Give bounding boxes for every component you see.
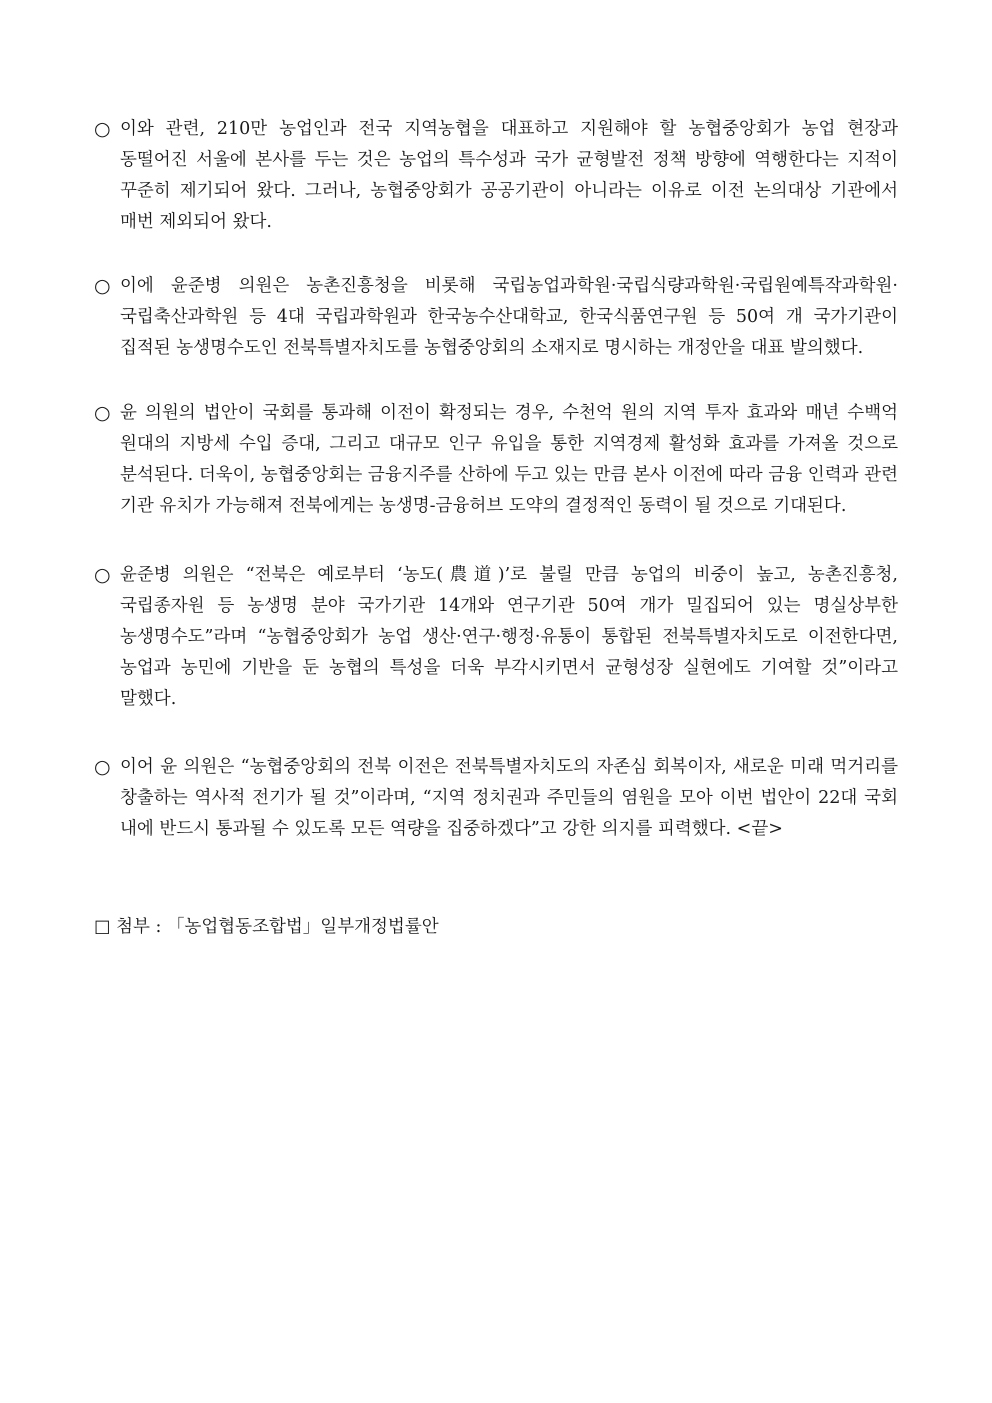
- paragraph-text: 윤준병 의원은 “전북은 예로부터 ‘농도(農道)’로 불릴 만큼 농업의 비중이 높고, 농촌진흥청, 국립종자원 등 농생명 분야 국가기관 14개와 연구기관 50여 개가 밀집되어 있는 명실상부한 농생명수도”라며 “농협중앙회가 농업 생산·연구·행정·유통이 통합된 전북특별자치도로 이전한다면, 농업과 농민에 기반을 둔 농협의 특성을 더욱 부각시키면서 균형성장 실현에도 기여할 것”이라고 말했다.: [120, 565, 898, 709]
- attachment-line: [94, 912, 894, 943]
- square-bullet-icon: □: [94, 917, 111, 937]
- circle-bullet-icon: ○: [94, 118, 111, 140]
- paragraph-1: [94, 114, 898, 238]
- paragraph-2: [94, 271, 898, 364]
- circle-bullet-icon: ○: [94, 564, 111, 586]
- paragraph-5: [94, 752, 898, 845]
- paragraph-text: 이어 윤 의원은 “농협중앙회의 전북 이전은 전북특별자치도의 자존심 회복이자, 새로운 미래 먹거리를 창출하는 역사적 전기가 될 것”이라며, “지역 정치권과 주민들의 염원을 모아 이번 법안이 22대 국회 내에 반드시 통과될 수 있도록 모든 역량을 집중하겠다”고 강한 의지를 피력했다. <끝>: [120, 757, 898, 839]
- paragraph-text: 이와 관련, 210만 농업인과 전국 지역농협을 대표하고 지원해야 할 농협중앙회가 농업 현장과 동떨어진 서울에 본사를 두는 것은 농업의 특수성과 국가 균형발전 정책 방향에 역행한다는 지적이 꾸준히 제기되어 왔다. 그러나, 농협중앙회가 공공기관이 아니라는 이유로 이전 논의대상 기관에서 매번 제외되어 왔다.: [120, 119, 898, 232]
- paragraph-text: 윤 의원의 법안이 국회를 통과해 이전이 확정되는 경우, 수천억 원의 지역 투자 효과와 매년 수백억 원대의 지방세 수입 증대, 그리고 대규모 인구 유입을 통한 지역경제 활성화 효과를 가져올 것으로 분석된다. 더욱이, 농협중앙회는 금융지주를 산하에 두고 있는 만큼 본사 이전에 따라 금융 인력과 관련 기관 유치가 가능해져 전북에게는 농생명-금융허브 도약의 결정적인 동력이 될 것으로 기대된다.: [120, 403, 898, 516]
- paragraph-4: [94, 560, 898, 715]
- attachment-label: 첨부 : 「농업협동조합법」일부개정법률안: [116, 917, 439, 937]
- paragraph-3: [94, 398, 898, 522]
- circle-bullet-icon: ○: [94, 402, 111, 424]
- circle-bullet-icon: ○: [94, 756, 111, 778]
- paragraph-text: 이에 윤준병 의원은 농촌진흥청을 비롯해 국립농업과학원·국립식량과학원·국립원예특작과학원·국립축산과학원 등 4대 국립과학원과 한국농수산대학교, 한국식품연구원 등 50여 개 국가기관이 집적된 농생명수도인 전북특별자치도를 농협중앙회의 소재지로 명시하는 개정안을 대표 발의했다.: [120, 276, 898, 358]
- circle-bullet-icon: ○: [94, 275, 111, 297]
